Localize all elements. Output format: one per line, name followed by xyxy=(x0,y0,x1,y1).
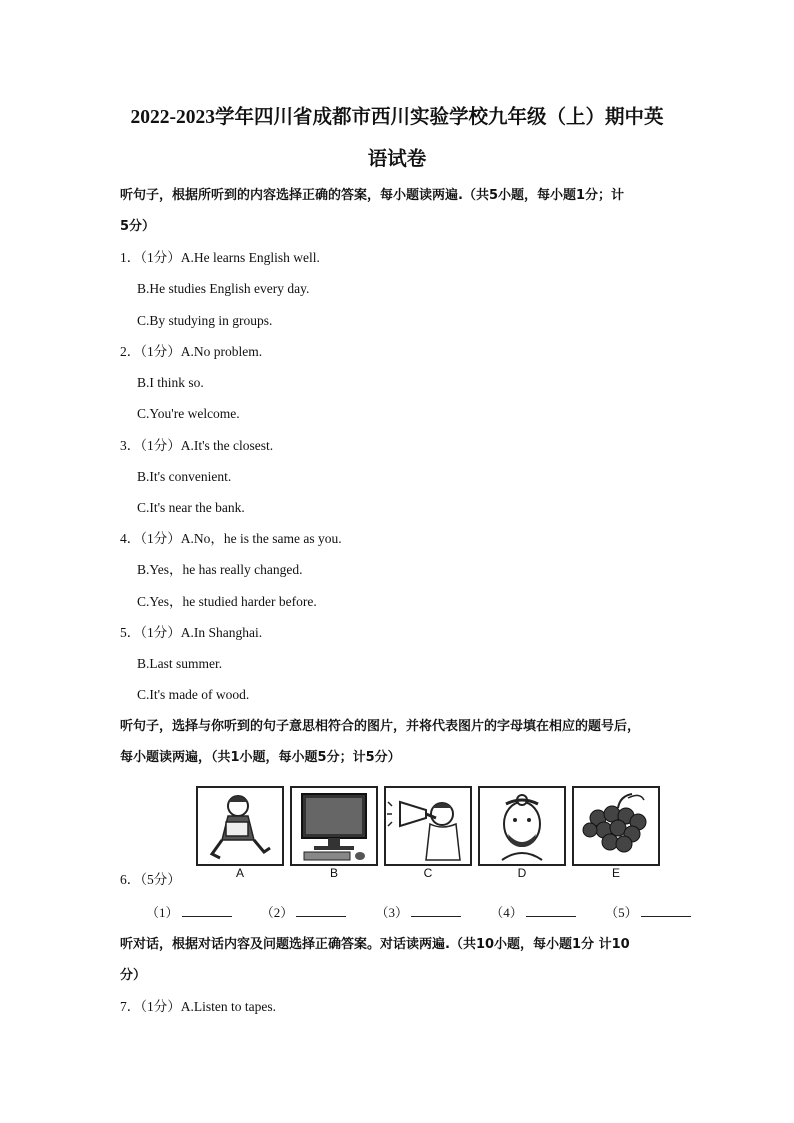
picture-label-e: E xyxy=(611,866,620,880)
option-a: A.No problem. xyxy=(180,344,263,359)
section3-instruction-line2: 分） xyxy=(120,968,147,983)
blank-1[interactable]: （1） xyxy=(146,903,232,923)
option-a: A.In Shanghai. xyxy=(180,625,263,640)
answer-blanks xyxy=(146,903,717,923)
boy-reading-icon xyxy=(198,788,282,864)
section1-instruction-line2: 5分） xyxy=(120,219,156,234)
option-a: A.Listen to tapes. xyxy=(180,999,276,1014)
option-b: B.I think so. xyxy=(137,375,204,390)
man-headlamp-icon xyxy=(480,788,564,864)
question-number: 1．（1分） xyxy=(120,250,181,265)
question-number: 3．（1分） xyxy=(120,438,181,453)
question-number: 4．（1分） xyxy=(120,531,181,546)
question-6-number: 6．（5分） xyxy=(120,872,181,887)
picture-label-d: D xyxy=(517,866,527,880)
computer-icon xyxy=(292,788,376,864)
question-2 xyxy=(120,342,262,362)
question-number: 5．（1分） xyxy=(120,625,181,640)
option-c: C.By studying in groups. xyxy=(137,313,273,328)
option-b: B.Last summer. xyxy=(137,656,223,671)
picture-e xyxy=(572,786,660,866)
section2-instruction-line1: 听句子，选择与你听到的句子意思相符合的图片，并将代表图片的字母填在相应的题号后， xyxy=(120,719,641,734)
blank-4[interactable]: （4） xyxy=(490,903,576,923)
blank-5[interactable]: （5） xyxy=(605,903,691,923)
picture-b xyxy=(290,786,378,866)
grapes-icon xyxy=(574,788,658,864)
option-c: C.Yes，he studied harder before. xyxy=(137,594,317,609)
picture-label-b: B xyxy=(329,866,338,880)
question-number: 2．（1分） xyxy=(120,344,181,359)
section1-instruction-line1: 听句子，根据所听到的内容选择正确的答案，每小题读两遍.（共5小题，每小题1分；计 xyxy=(120,188,625,203)
exam-title-line1: 2022-2023学年四川省成都市西川实验学校九年级（上）期中英 xyxy=(130,107,664,128)
option-b: B.Yes，he has really changed. xyxy=(137,562,303,577)
option-a: A.No，he is the same as you. xyxy=(180,531,342,546)
section2-instruction-line2: 每小题读两遍，（共1小题，每小题5分；计5分） xyxy=(120,750,401,765)
question-4 xyxy=(120,529,342,549)
question-number: 7．（1分） xyxy=(120,999,181,1014)
option-c: C.It's near the bank. xyxy=(137,500,245,515)
option-b: B.He studies English every day. xyxy=(137,281,310,296)
section3-instruction-line1: 听对话，根据对话内容及问题选择正确答案。对话读两遍.（共10小题，每小题1分 计10 xyxy=(120,937,630,952)
man-megaphone-icon xyxy=(386,788,470,864)
option-b: B.It's convenient. xyxy=(137,469,232,484)
option-a: A.It's the closest. xyxy=(180,438,274,453)
option-c: C.It's made of wood. xyxy=(137,687,250,702)
picture-row xyxy=(196,786,662,882)
picture-d xyxy=(478,786,566,866)
picture-a xyxy=(196,786,284,866)
question-7 xyxy=(120,997,276,1017)
picture-label-a: A xyxy=(235,866,244,880)
picture-label-c: C xyxy=(423,866,433,880)
question-1 xyxy=(120,248,320,268)
question-3 xyxy=(120,436,273,456)
option-a: A.He learns English well. xyxy=(180,250,320,265)
picture-c xyxy=(384,786,472,866)
question-5 xyxy=(120,623,262,643)
exam-title-line2: 语试卷 xyxy=(367,149,427,170)
blank-3[interactable]: （3） xyxy=(376,903,462,923)
blank-2[interactable]: （2） xyxy=(261,903,347,923)
option-c: C.You're welcome. xyxy=(137,406,240,421)
